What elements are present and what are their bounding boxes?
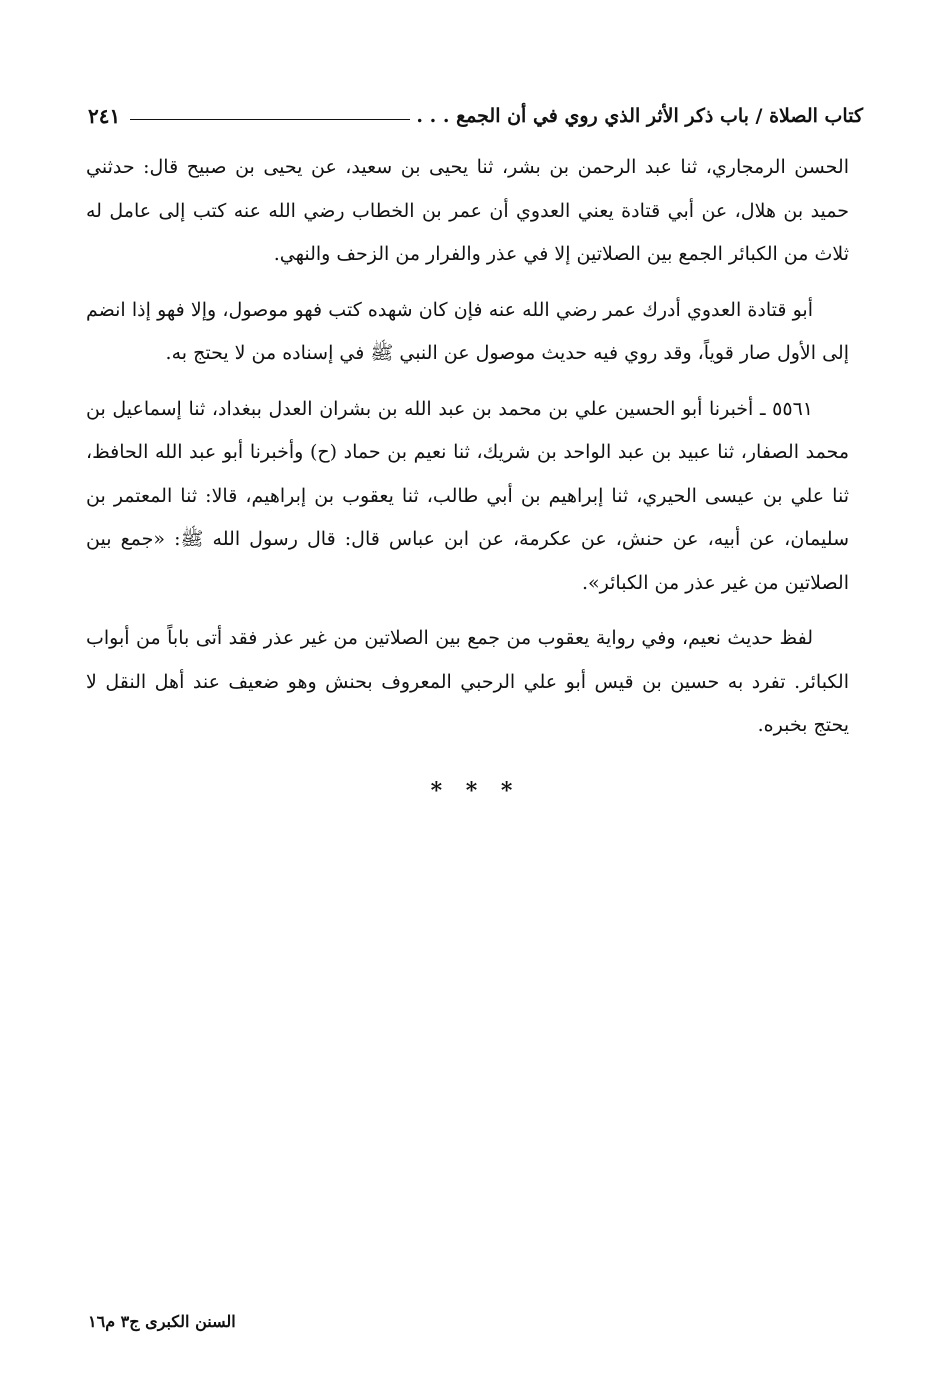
section-separator: * * * (430, 778, 521, 804)
paragraph-hadith-5561: ٥٥٦١ ـ أخبرنا أبو الحسين علي بن محمد بن عبد الله بن بشران العدل ببغداد، ثنا إسماعيل بن محمد الصفار، ثنا عبيد بن عبد الواحد بن شريك، ثنا نعيم بن حماد (ح) وأخبرنا أبو عبد الله الحافظ، ثنا علي بن عيسى الحيري، ثنا إبراهيم بن أبي طالب، ثنا يعقوب بن إبراهيم، قالا: ثنا المعتمر بن سليمان، عن أبيه، عن حنش، عن عكرمة، عن ابن عباس قال: قال رسول الله ﷺ: «جمع بين الصلاتين من غير عذر من الكبائر». (86, 397, 849, 594)
header-rule (130, 119, 410, 120)
footer-signature: السنن الكبرى ج٣ م١٦ (88, 1312, 236, 1331)
paragraph-remarks: لفظ حديث نعيم، وفي رواية يعقوب من جمع بين الصلاتين من غير عذر فقد أتى باباً من أبواب الكبائر. تفرد به حسين بن قيس أبو علي الرحبي المعروف بحنش وهو ضعيف عند أهل النقل لا يحتج بخبره. (86, 627, 849, 736)
running-header (88, 96, 863, 136)
main-text (86, 146, 849, 752)
page-number: ٢٤١ (88, 104, 121, 128)
paragraph-continuation: الحسن الرمجاري، ثنا عبد الرحمن بن بشر، ثنا يحيى بن سعيد، عن يحيى بن صبيح قال: حدثني حميد بن هلال، عن أبي قتادة يعني العدوي أن عمر بن الخطاب رضي الله عنه كتب إلى عامل له ثلاث من الكبائر الجمع بين الصلاتين إلا في عذر والفرار من الزحف والنهي. (86, 156, 849, 265)
paragraph-commentary: أبو قتادة العدوي أدرك عمر رضي الله عنه فإن كان شهده كتب فهو موصول، وإلا فهو إذا انضم إلى الأول صار قوياً، وقد روي فيه حديث موصول عن النبي ﷺ في إسناده من لا يحتج به. (86, 298, 849, 364)
header-title: كتاب الصلاة / باب ذكر الأثر الذي روي في أن الجمع . . . (416, 105, 863, 127)
